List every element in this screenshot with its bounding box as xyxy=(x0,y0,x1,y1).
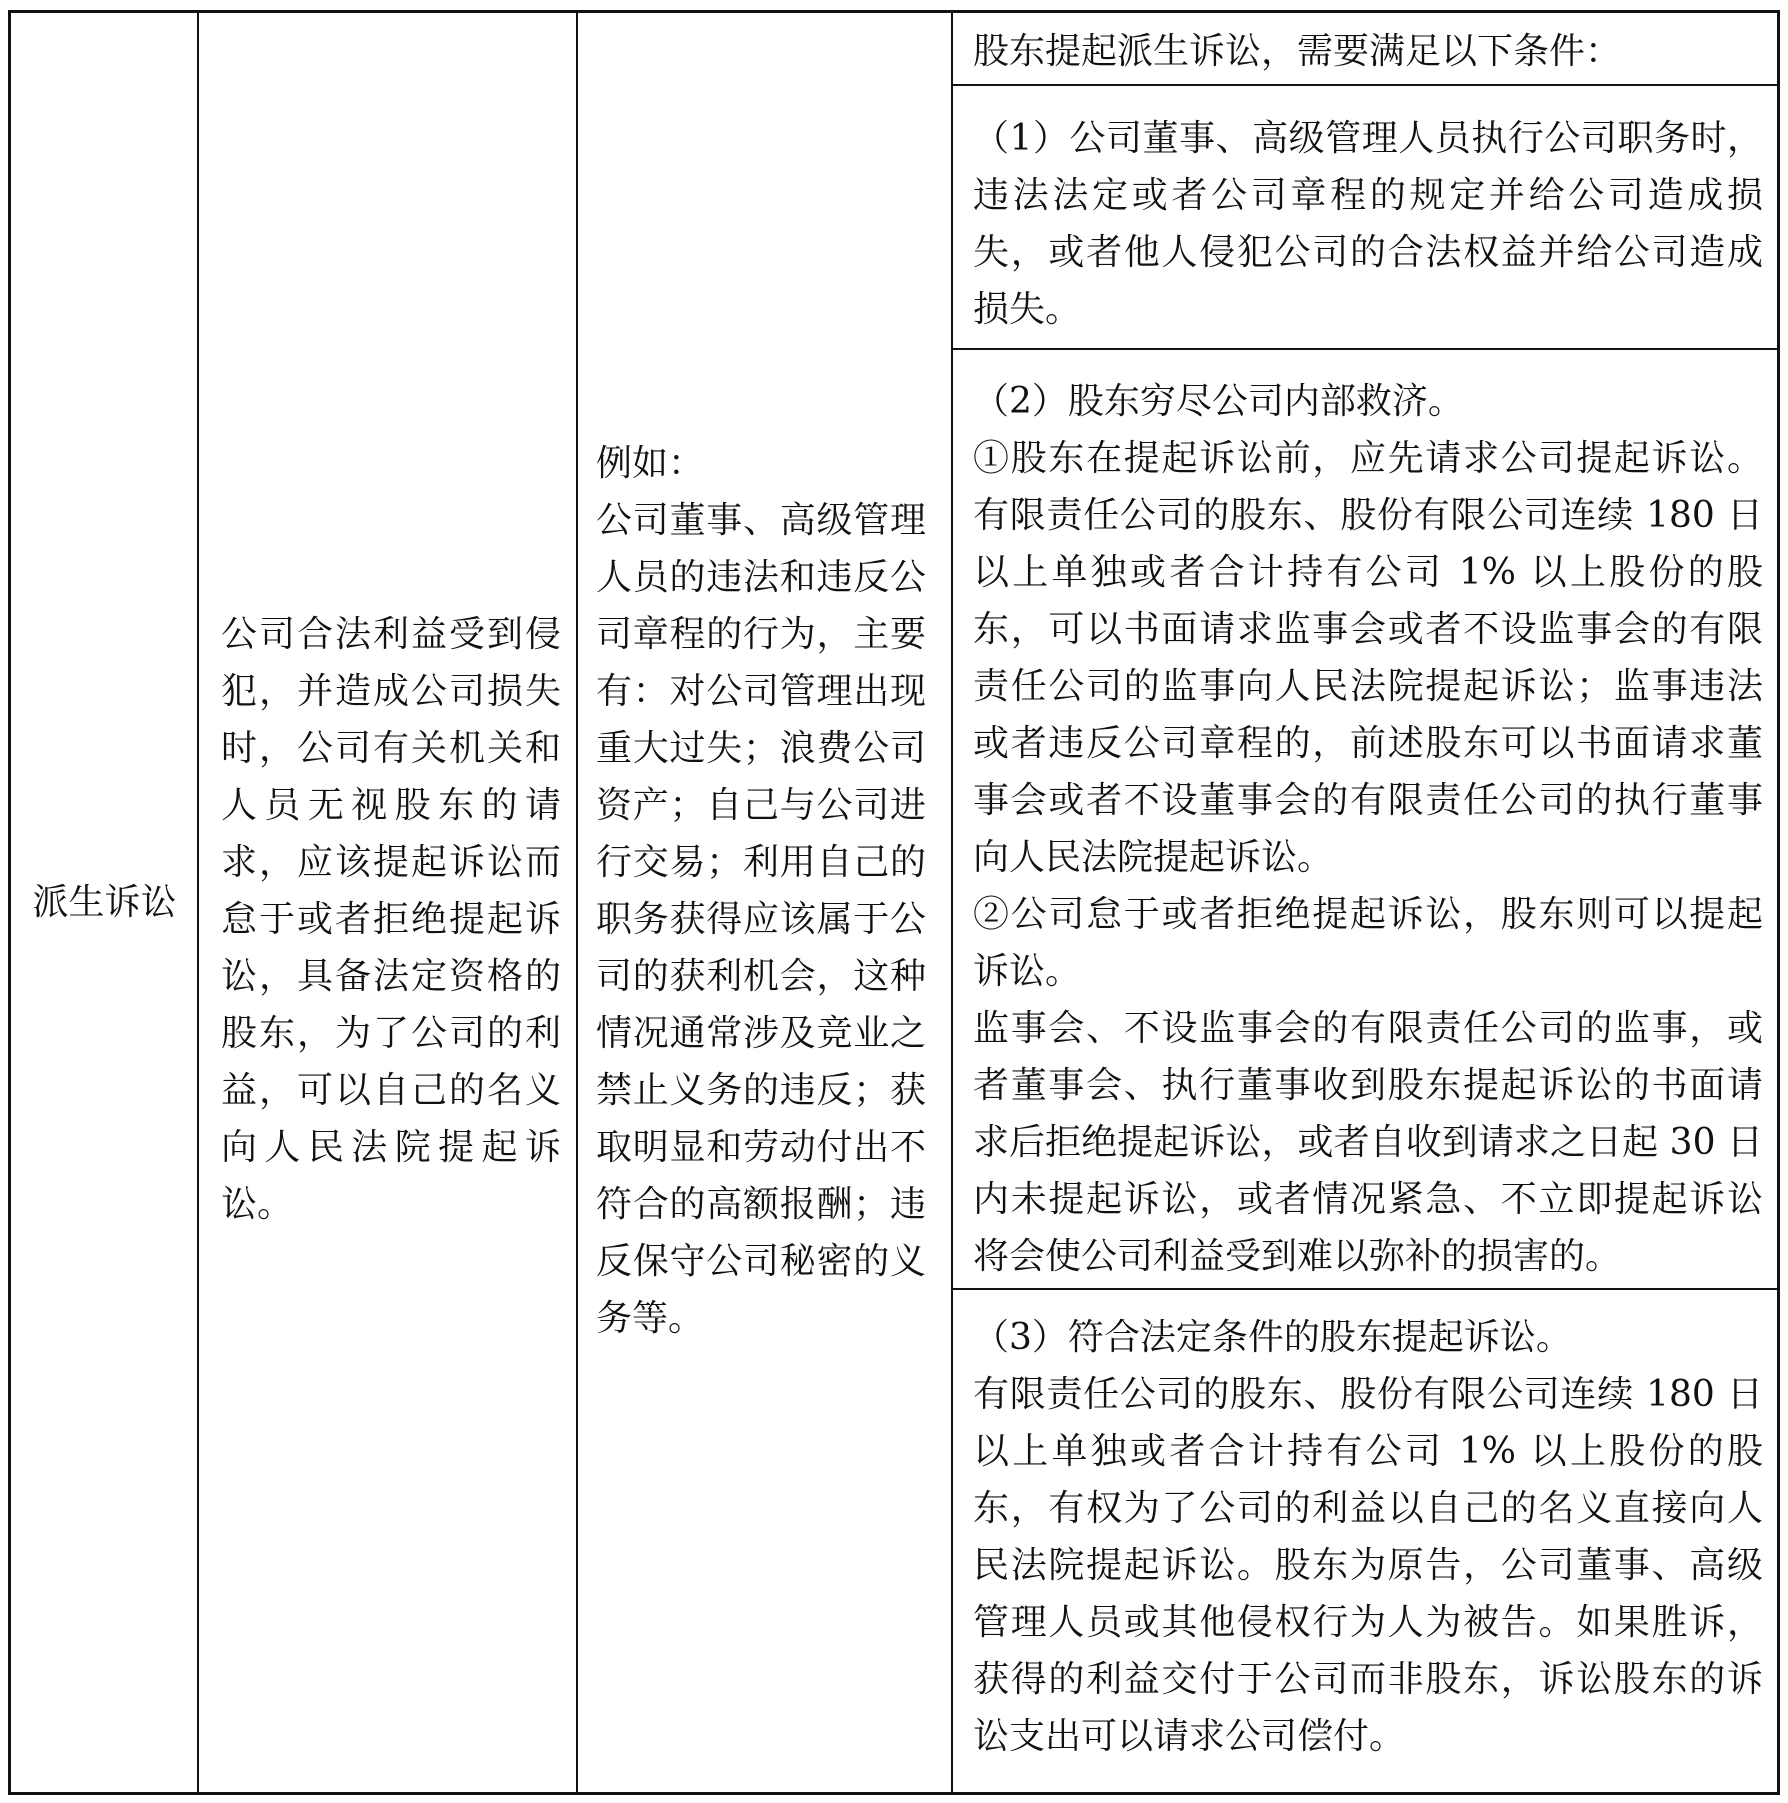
condition-2-cell xyxy=(973,373,1763,1285)
derivative-suit-table xyxy=(8,10,1780,1795)
definition-text: 公司合法利益受到侵犯，并造成公司损失时，公司有关机关和人员无视股东的请求，应该提起诉讼而怠于或者拒绝提起诉讼，具备法定资格的股东，为了公司的利益，可以自己的名义向人民法院提起诉讼。 xyxy=(221,614,561,1225)
row-divider xyxy=(951,348,1777,350)
row-divider xyxy=(951,84,1777,86)
example-cell xyxy=(596,435,926,1347)
example-label: 例如： xyxy=(596,443,705,484)
condition-2-paragraph-3: 监事会、不设监事会的有限责任公司的监事，或者董事会、执行董事收到股东提起诉讼的书面请求后拒绝提起诉讼，或者自收到请求之日起 30 日内未提起诉讼，或者情况紧急、不立即提起诉讼将会使公司利益受到难以弥补的损害的。 xyxy=(973,1008,1763,1277)
condition-1-text: （1）公司董事、高级管理人员执行公司职务时，违法法定或者公司章程的规定并给公司造成损失，或者他人侵犯公司的合法权益并给公司造成损失。 xyxy=(973,118,1763,330)
column-divider xyxy=(951,13,953,1792)
condition-3-text: 有限责任公司的股东、股份有限公司连续 180 日以上单独或者合计持有公司 1% 以上股份的股东，有权为了公司的利益以自己的名义直接向人民法院提起诉讼。股东为原告，公司董事、高级管理人员或其他侵权行为人为被告。如果胜诉，获得的利益交付于公司而非股东，诉讼股东的诉讼支出可以请求公司偿付。 xyxy=(973,1374,1763,1757)
condition-3-title: （3）符合法定条件的股东提起诉讼。 xyxy=(973,1317,1572,1358)
column-divider xyxy=(576,13,578,1792)
conditions-intro: 股东提起派生诉讼，需要满足以下条件： xyxy=(973,31,1622,72)
example-text: 公司董事、高级管理人员的违法和违反公司章程的行为，主要有：对公司管理出现重大过失；浪费公司资产；自己与公司进行交易；利用自己的职务获得应该属于公司的获利机会，这种情况通常涉及竞业之禁止义务的违反；获取明显和劳动付出不符合的高额报酬；违反保守公司秘密的义务等。 xyxy=(596,500,926,1339)
definition-cell xyxy=(221,606,561,1233)
condition-1-cell xyxy=(973,110,1763,338)
condition-2-paragraph-1: ①股东在提起诉讼前，应先请求公司提起诉讼。有限责任公司的股东、股份有限公司连续 180 日以上单独或者合计持有公司 1% 以上股份的股东，可以书面请求监事会或者不设监事会的有限责任公司的监事向人民法院提起诉讼；监事违法或者违反公司章程的，前述股东可以书面请求董事会或者不设董事会的有限责任公司的执行董事向人民法院提起诉讼。 xyxy=(973,438,1763,878)
conditions-intro-cell xyxy=(973,23,1763,80)
condition-2-title: （2）股东穷尽公司内部救济。 xyxy=(973,381,1464,422)
term-text: 派生诉讼 xyxy=(32,882,177,923)
term-cell xyxy=(11,13,198,1792)
condition-3-cell xyxy=(973,1309,1763,1765)
row-divider xyxy=(951,1288,1777,1290)
condition-2-paragraph-2: ②公司怠于或者拒绝提起诉讼，股东则可以提起诉讼。 xyxy=(973,894,1763,992)
